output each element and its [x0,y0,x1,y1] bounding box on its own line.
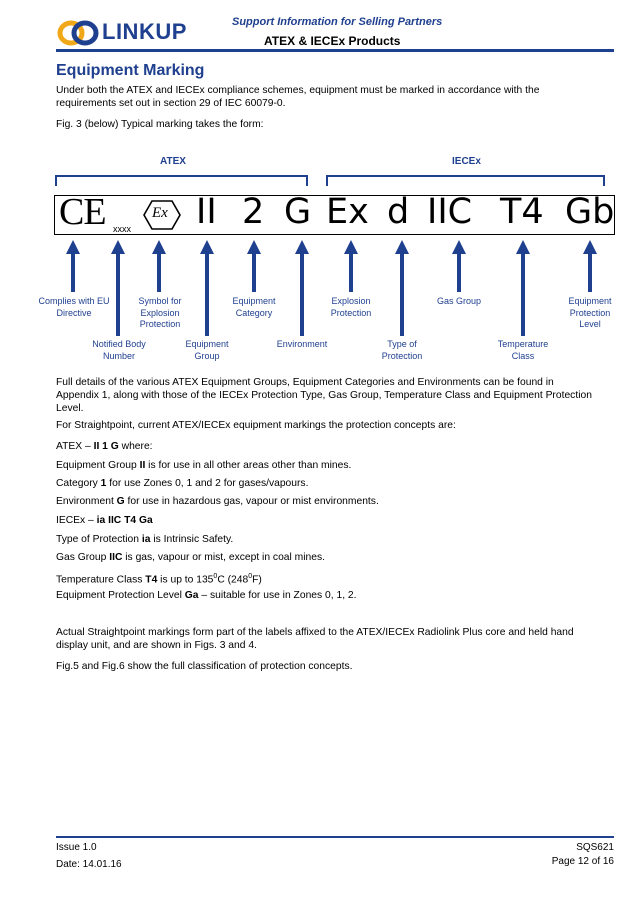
footer-page-number: Page 12 of 16 [551,856,614,867]
header-subtitle: Support Information for Selling Partners [232,16,443,28]
protection-type-line: Type of Protection ia is Intrinsic Safety. [56,534,234,545]
label-temperature-class: Temperature Class [497,339,549,361]
atex-bracket [56,176,307,186]
label-gas-group: Gas Group [436,296,482,306]
footer-doc-code: SQS621 [576,842,614,853]
page-title: Equipment Marking [56,62,205,79]
epl-line: Equipment Protection Level Ga – suitable for use in Zones 0, 1, 2. [56,590,357,601]
epl-code: Gb [565,192,615,232]
iecex-bracket [327,176,604,186]
marking-diagram [0,0,638,370]
label-epl: Equipment Protection Level [568,296,612,329]
ce-mark: CE [59,191,106,233]
temperature-class-line: Temperature Class T4 is up to $135^0C$ $(248^0F)$ [56,573,262,586]
label-notified-body: Notified Body Number [92,339,146,361]
intro-paragraph: Under both the ATEX and IECEx compliance schemes, equipment must be marked in accordance with the requirements set out in section 29 of IEC 60079-0. [56,85,540,109]
iecex-code: ia IIC T4 Ga [96,515,153,526]
body-paragraph-2: For Straightpoint, current ATEX/IECEx equipment markings the protection concepts are: [56,420,456,431]
ex-symbol-text: Ex [152,205,168,221]
temp-class-code: T4 [500,192,544,232]
label-equipment-group: Equipment Group [185,339,229,361]
group-line: Equipment Group II is for use in all other areas other than mines. [56,460,352,471]
label-environment: Environment [276,339,328,349]
gas-group-line: Gas Group IIC is gas, vapour or mist, except in coal mines. [56,552,325,563]
gas-group-code: IIC [427,192,473,232]
body-paragraph-4: Fig.5 and Fig.6 show the full classification of protection concepts. [56,661,353,672]
label-explosion-protection: Explosion Protection [330,296,372,318]
group-code: II [196,192,217,232]
footer-rule [56,836,614,838]
label-type-of-protection: Type of Protection [381,339,423,361]
ex-hexagon-icon [143,199,181,231]
environment-code: G [284,192,312,232]
atex-line: ATEX – II 1 G where: [56,441,153,452]
iecex-line: IECEx – ia IIC T4 Ga [56,515,153,526]
body-paragraph-3: Actual Straightpoint markings form part of the labels affixed to the ATEX/IECEx Radiolink Plus core and held hand display unit, and are shown in Figs. 3 and 4. [56,627,574,651]
footer-date: Date: 14.01.16 [56,859,122,870]
header-title: ATEX & IECEx Products [264,34,401,48]
footer-issue: Issue 1.0 [56,842,97,853]
atex-label: ATEX [160,156,186,167]
marking-box [54,191,615,235]
figure-caption: Fig. 3 (below) Typical marking takes the form: [56,119,264,130]
label-symbol: Symbol for Explosion Protection [138,296,182,329]
iecex-label: IECEx [452,156,481,167]
category-line: Category 1 for use Zones 0, 1 and 2 for gases/vapours. [56,478,309,489]
atex-code: II 1 G [93,441,119,452]
logo-text: LINKUP [102,19,187,44]
label-complies: Complies with EU Directive [38,296,110,318]
ex-code: Ex [326,192,369,232]
label-equipment-category: Equipment Category [232,296,276,318]
notified-body-code: xxxx [113,224,131,234]
protection-type-code: d [387,192,410,232]
category-code: 2 [242,192,265,232]
environment-line: Environment G for use in hazardous gas, vapour or mist environments. [56,496,379,507]
body-paragraph-1: Full details of the various ATEX Equipment Groups, Equipment Categories and Environments can be found in Appendix 1, along with those of the IECEx Protection Type, Gas Group, Temperature Class and Equipment Protection Level. [56,377,592,414]
